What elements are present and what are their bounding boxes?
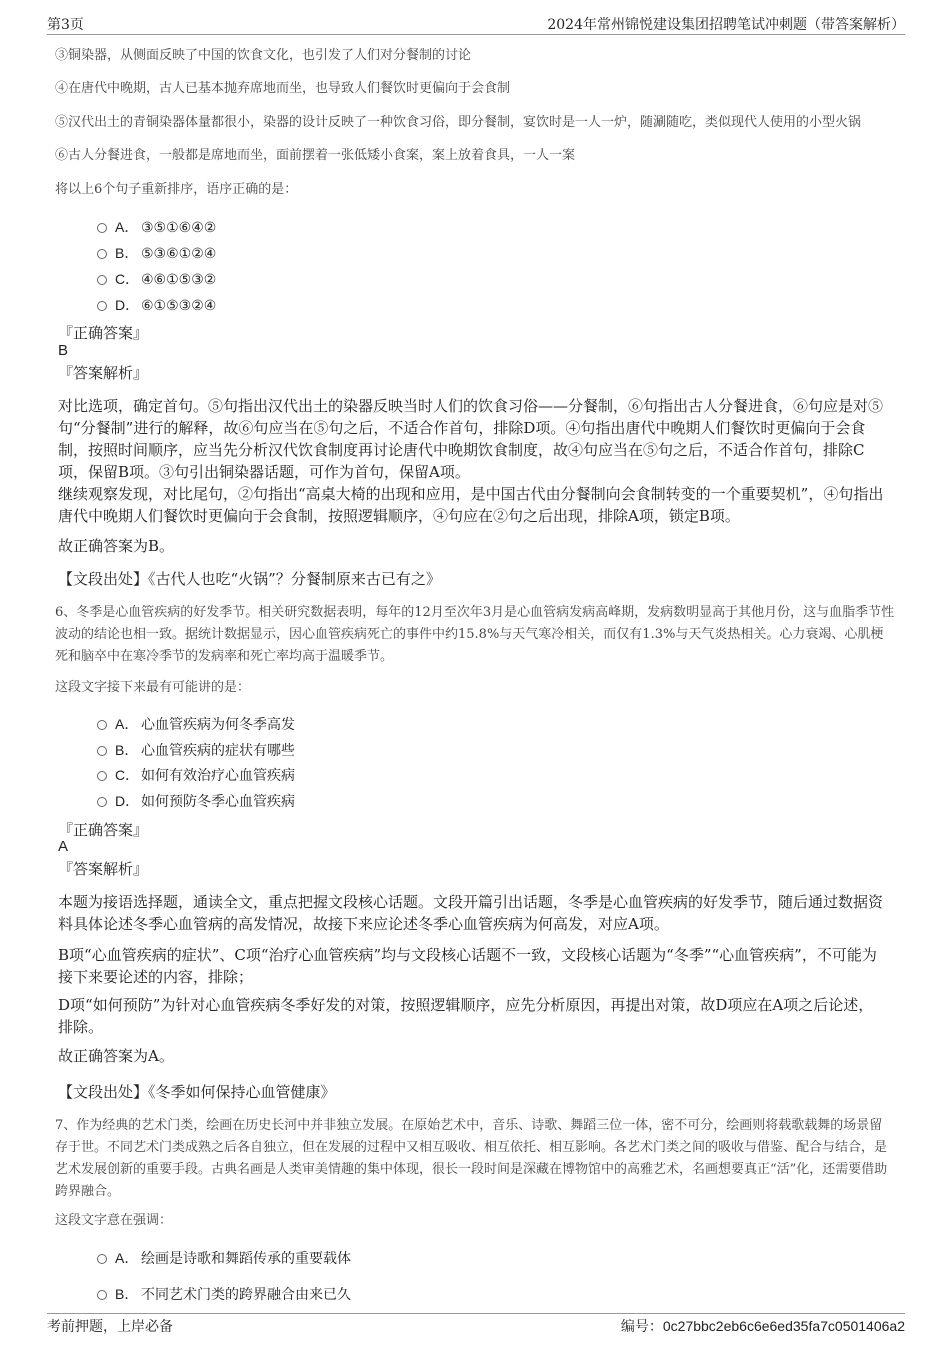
page-footer [47,1313,905,1334]
radio-icon[interactable] [97,797,107,807]
radio-icon[interactable] [97,223,107,233]
analysis-paragraph: 对比选项，确定首句。⑤句指出汉代出土的染器反映当时人们的饮食习俗——分餐制，⑥句指出古人分餐进食，⑥句应是对⑤句“分餐制”进行的解释，故⑥句应当在⑤句之后，不适合作首句，排除D项。④句指出唐代中晚期人们餐饮时更偏向于会食制，按照时间顺序，应当先分析汉代饮食制度再讨论唐代中晚期饮食制度，故④句应当在⑤句之后，不适合作首句，排除C项，保留B项。③句引出铜染器话题，可作为首句，保留A项。 [58,397,884,481]
question-stem: 6、冬季是心血管疾病的好发季节。相关研究数据表明，每年的12月至次年3月是心血管病发病高峰期，发病数明显高于其他月份，这与血脂季节性波动的结论也相一致。据统计数据显示，因心血管疾病死亡的事件中约15.8%与天气寒冷相关，而仅有1.3%与天气炎热相关。心力衰竭、心肌梗死和脑卒中在寒冷季节的发病率和死亡率均高于温暖季节。 [55,605,895,664]
option-d[interactable]: D． ⑥①⑤③②④ [97,295,216,315]
sentence-3: ③铜染器，从侧面反映了中国的饮食文化，也引发了人们对分餐制的讨论 [55,48,472,63]
radio-icon[interactable] [97,1290,107,1300]
option-b[interactable]: B． 不同艺术门类的跨界融合由来已久 [97,1284,351,1304]
sentence-6: ⑥古人分餐进食，一般都是席地而坐，面前摆着一张低矮小食案，案上放着食具，一人一案 [55,148,576,163]
page-header [47,14,905,35]
document-title: 2024年常州锦悦建设集团招聘笔试冲刺题（带答案解析） [547,17,905,33]
source-citation: 【文段出处】《冬季如何保持心血管健康》 [58,1083,336,1101]
question-stem: 7、作为经典的艺术门类，绘画在历史长河中并非独立发展。在原始艺术中，音乐、诗歌、舞蹈三位一体，密不可分，绘画则将载歌载舞的场景留存于世。不同艺术门类成熟之后各自独立，但在发展的过程中又相互吸收、相互依托、相互影响。各艺术门类之间的吸收与借鉴、配合与结合，是艺术发展创新的重要手段。古典名画是人类审美情趣的集中体现，很长一段时间是深藏在博物馆中的高雅艺术，名画想要真正“活”化，还需要借助跨界融合。 [55,1118,888,1199]
analysis-paragraph: 本题为接语选择题，通读全文，重点把握文段核心话题。文段开篇引出话题，冬季是心血管疾病的好发季节，随后通过数据资料具体论述冬季心血管病的高发情况，故接下来应论述冬季心血管疾病为何高发，对应A项。 [58,893,884,933]
radio-icon[interactable] [97,275,107,285]
radio-icon[interactable] [97,720,107,730]
answer-value: A [58,838,69,855]
option-c[interactable]: C． 如何有效治疗心血管疾病 [97,765,295,785]
option-b[interactable]: B． ⑤③⑥①②④ [97,243,216,263]
code-value: 0c27bbc2eb6c6e6ed35fa7c0501406a2 [662,1318,905,1334]
answer-label: 『正确答案』 [58,821,149,839]
sentence-4: ④在唐代中晚期，古人已基本抛弃席地而坐，也导致人们餐饮时更偏向于会食制 [55,81,511,96]
radio-icon[interactable] [97,771,107,781]
question-prompt: 将以上6个句子重新排序，语序正确的是： [55,182,298,197]
option-a[interactable]: A． 绘画是诗歌和舞蹈传承的重要载体 [97,1248,351,1268]
question-prompt: 这段文字接下来最有可能讲的是： [55,680,251,695]
answer-label: 『正确答案』 [58,324,149,342]
radio-icon[interactable] [97,746,107,756]
analysis-conclusion: 故正确答案为B。 [58,537,175,555]
sentence-5: ⑤汉代出土的青铜染器体量都很小，染器的设计反映了一种饮食习俗，即分餐制，宴饮时是一人一炉，随涮随吃，类似现代人使用的小型火锅 [55,115,862,130]
source-citation: 【文段出处】《古代人也吃“火锅”？分餐制原来古已有之》 [58,570,441,588]
analysis-label: 『答案解析』 [58,860,149,878]
option-b[interactable]: B． 心血管疾病的症状有哪些 [97,740,295,760]
option-c[interactable]: C． ④⑥①⑤③② [97,269,216,289]
radio-icon[interactable] [97,301,107,311]
analysis-paragraph: 继续观察发现，对比尾句，②句指出“高桌大椅的出现和应用，是中国古代由分餐制向会食制转变的一个重要契机”，④句指出唐代中晚期人们餐饮时更偏向于会食制，按照逻辑顺序，④句应在②句之后出现，排除A项，锁定B项。 [58,485,884,525]
option-a[interactable]: A． 心血管疾病为何冬季高发 [97,714,295,734]
analysis-conclusion: 故正确答案为A。 [58,1047,174,1065]
footer-slogan: 考前押题，上岸必备 [47,1319,173,1335]
page-number: 第3页 [47,17,84,33]
option-a[interactable]: A． ③⑤①⑥④② [97,217,216,237]
analysis-paragraph: B项“心血管疾病的症状”、C项“治疗心血管疾病”均与文段核心话题不一致，文段核心话题为“冬季”“心血管疾病”，不可能为接下来要论述的内容，排除； [58,946,877,986]
radio-icon[interactable] [97,249,107,259]
answer-value: B [58,342,69,359]
analysis-label: 『答案解析』 [58,364,149,382]
question-prompt: 这段文字意在强调： [55,1213,173,1228]
document-code [621,1316,905,1336]
radio-icon[interactable] [97,1254,107,1264]
option-d[interactable]: D． 如何预防冬季心血管疾病 [97,791,295,811]
analysis-paragraph: D项“如何预防”为针对心血管疾病冬季好发的对策，按照逻辑顺序，应先分析原因，再提出对策，故D项应在A项之后论述，排除。 [58,996,874,1036]
code-label: 编号： [620,1319,663,1335]
